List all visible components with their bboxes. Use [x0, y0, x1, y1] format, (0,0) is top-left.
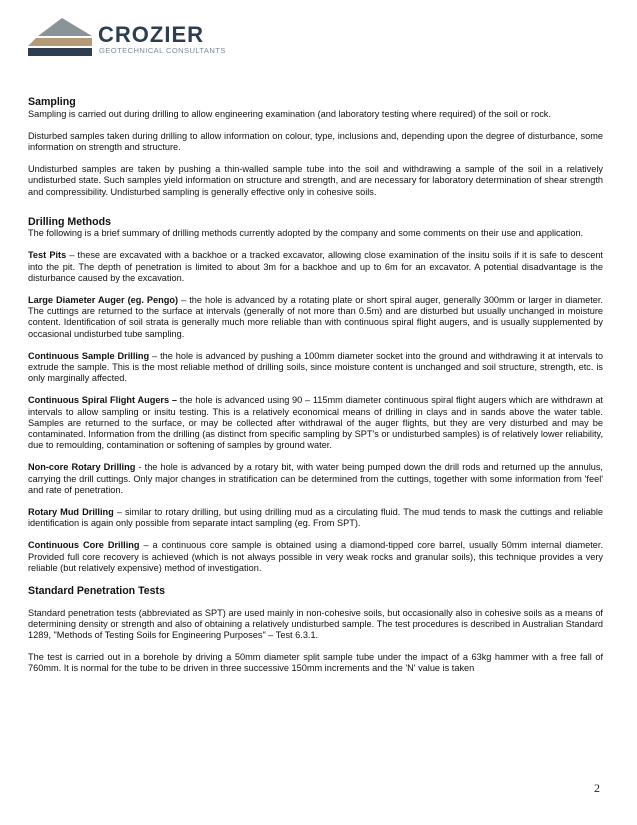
method-term: Rotary Mud Drilling: [28, 507, 114, 518]
logo-mark-icon: [28, 14, 94, 60]
disturbed-samples-paragraph: Disturbed samples taken during drilling to allow information on colour, type, inclusions and, depending upon the degree of disturbance, some information on strength and structure.: [28, 130, 603, 152]
method-continuous-core-drilling: [28, 540, 603, 574]
brand-name: CROZIER: [98, 22, 204, 47]
method-description: – the hole is advanced by a rotating plate or short spiral auger, generally 300mm or larger in diameter. The cuttings are returned to the surface at intervals (generally of not more than 0.5m) and are disturbed but usually unchanged in moisture content. Identification of soil strata is generally much more reliable than with continuous spiral flight augers, and is usually supplemented by occasional undisturbed tube sampling.: [28, 295, 603, 339]
document-body: [28, 96, 603, 686]
method-non-core-rotary-drilling: [28, 462, 603, 496]
method-description: – similar to rotary drilling, but using drilling mud as a circulating fluid. The mud tends to mask the cuttings and reliable identification is again only possible from separate intact sampling (eg. From SPT).: [28, 507, 603, 529]
drilling-intro-paragraph: The following is a brief summary of drilling methods currently adopted by the company and some comments on their use and application.: [28, 228, 584, 239]
method-description: the hole is advanced using 90 – 115mm diameter continuous spiral flight augers which are withdrawn at intervals to allow sampling or insitu testing. This is a relatively economical means of drilling in clays and in sands above the water table. Samples are returned to the surface, or may be collected after withdrawal of the auger flights, but they are very disturbed and may be contaminated. Information from the drilling (as distinct from specific sampling by SPT's or undisturbed samples) is of relatively lower reliability, due to remoulding, contamination or softening of samples by ground water.: [28, 395, 603, 451]
method-large-diameter-auger: [28, 295, 603, 340]
company-logo: [28, 14, 238, 60]
brand-tagline: GEOTECHNICAL CONSULTANTS: [99, 46, 226, 55]
spt-heading: Standard Penetration Tests: [28, 585, 165, 598]
spt-paragraph-2: The test is carried out in a borehole by driving a 50mm diameter split sample tube under the impact of a 63kg hammer with a free fall of 760mm. It is normal for the tube to be driven in three successive 150mm increments and the 'N' value is taken: [28, 652, 603, 674]
drilling-methods-heading: Drilling Methods: [28, 215, 111, 228]
method-rotary-mud-drilling: [28, 507, 603, 529]
method-description: – a continuous core sample is obtained using a diamond-tipped core barrel, usually 50mm internal diameter. Provided full core recovery is achieved (which is not always possible in very weak rocks and granular soils), this technique provides a very reliable (but relatively expensive) method of investigation.: [28, 540, 603, 573]
sampling-heading: Sampling: [28, 96, 76, 108]
method-description: – the hole is advanced by pushing a 100mm diameter socket into the ground and withdrawing it at intervals to extrude the sample. This is the most reliable method of drilling soils, since moisture content is unchanged and soil structure, strength, etc. is only marginally affected.: [28, 350, 603, 384]
method-continuous-sample-drilling: [28, 351, 603, 385]
method-term: Non-core Rotary Drilling: [28, 462, 136, 473]
spt-paragraph-1: Standard penetration tests (abbreviated as SPT) are used mainly in non-cohesive soils, but occasionally also in cohesive soils as a means of determining density or strength and also of obtaining a relatively undisturbed sample. The test procedures is described in Australian Standard 1289, "Methods of Testing Soils for Engineering Purposes" – Test 6.3.1.: [28, 607, 603, 640]
method-test-pits: [28, 250, 603, 284]
method-term: Continuous Spiral Flight Augers –: [28, 395, 177, 406]
method-description: – these are excavated with a backhoe or a tracked excavator, allowing close examination of the insitu soils if it is safe to descent into the pit. The depth of penetration is limited to about 3m for a backhoe and up to 6m for an excavator. A potential disadvantage is the disturbance caused by the excavation.: [28, 250, 603, 283]
page-number: 2: [594, 781, 600, 795]
sampling-paragraph: Sampling is carried out during drilling to allow engineering examination (and laboratory testing where required) of the soil or rock.: [28, 108, 551, 119]
method-term: Large Diameter Auger (eg. Pengo): [28, 295, 179, 306]
method-term: Continuous Sample Drilling: [28, 350, 150, 361]
method-term: Test Pits: [28, 250, 67, 261]
method-continuous-spiral-flight-augers: [28, 395, 603, 451]
undisturbed-samples-paragraph: Undisturbed samples are taken by pushing a thin-walled sample tube into the soil and withdrawing a sample of the soil in a relatively undisturbed state. Such samples yield information on structure and strength, and are necessary for laboratory determination of shear strength and compressibility. Undisturbed sampling is generally effective only in cohesive soils.: [28, 164, 603, 197]
method-description: - the hole is advanced by a rotary bit, with water being pumped down the drill rods and returned up the annulus, carrying the drill cuttings. Only major changes in stratification can be determined from the cuttings, together with some information from 'feel' and rate of penetration.: [28, 462, 603, 495]
method-term: Continuous Core Drilling: [28, 540, 140, 551]
